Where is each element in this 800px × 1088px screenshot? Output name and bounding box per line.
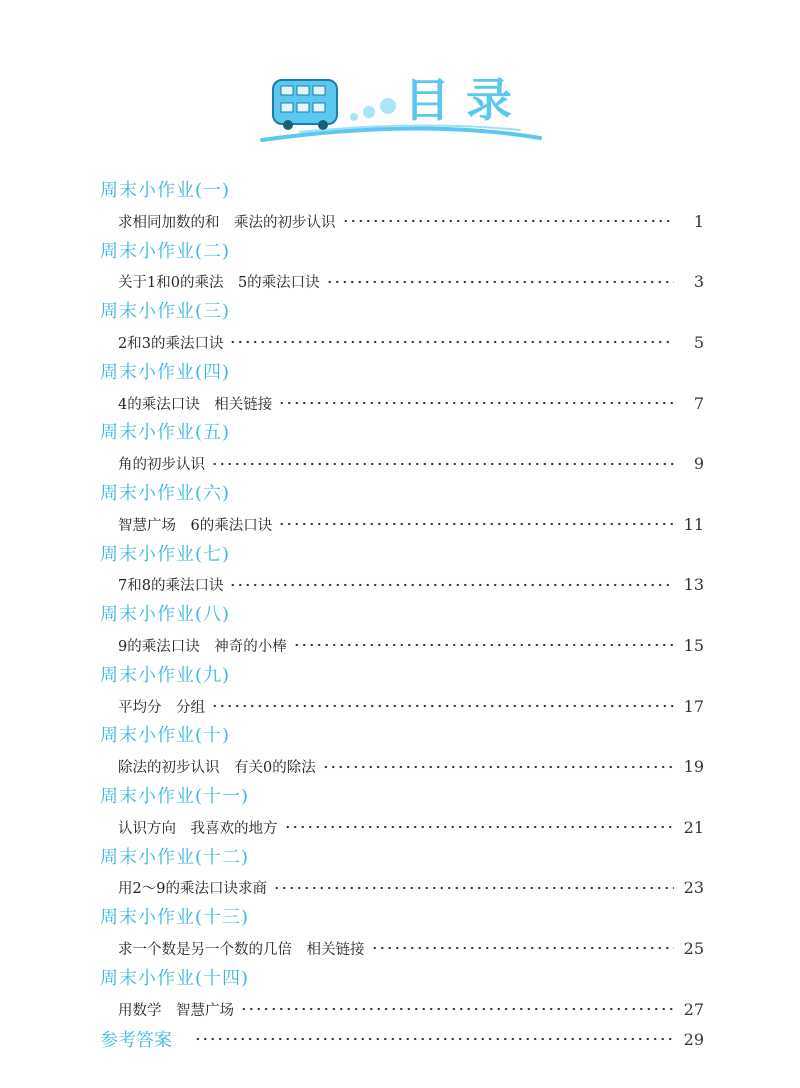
dot-leader xyxy=(284,820,675,834)
dot-leader xyxy=(229,578,674,592)
section-title[interactable]: 周末小作业(十二) xyxy=(100,846,250,868)
section-title[interactable]: 周末小作业(一) xyxy=(100,180,231,201)
dot-leader xyxy=(194,1032,674,1046)
dot-leader xyxy=(278,396,674,410)
page-number: 5 xyxy=(693,332,704,352)
toc-entry[interactable] xyxy=(100,206,704,237)
toc-entry[interactable] xyxy=(100,509,704,540)
bubble-icon xyxy=(380,98,396,114)
toc-entry[interactable] xyxy=(100,570,704,601)
page-number: 9 xyxy=(693,454,704,474)
toc-entry[interactable] xyxy=(100,812,704,843)
toc-entry-label: 求一个数是另一个数的几倍 相关链接 xyxy=(118,941,365,958)
toc-entry[interactable] xyxy=(100,994,704,1025)
toc-header xyxy=(0,0,800,160)
section-title[interactable]: 周末小作业(十) xyxy=(100,725,231,747)
dot-leader xyxy=(229,335,674,349)
toc-entry-label: 角的初步认识 xyxy=(118,457,205,474)
section-title[interactable]: 周末小作业(二) xyxy=(100,240,231,262)
page-number: 25 xyxy=(683,938,704,958)
toc-entry-label: 智慧广场 6的乘法口诀 xyxy=(118,517,273,534)
page-number: 15 xyxy=(683,635,704,655)
page-number: 27 xyxy=(683,999,704,1019)
toc-entry[interactable] xyxy=(100,267,704,298)
toc-entry[interactable] xyxy=(100,933,704,964)
section-title[interactable]: 周末小作业(十一) xyxy=(100,785,250,807)
table-of-contents xyxy=(100,176,704,1054)
header-decoration xyxy=(0,0,800,160)
section-title[interactable]: 周末小作业(三) xyxy=(100,301,231,323)
dot-leader xyxy=(293,638,674,652)
toc-entry[interactable] xyxy=(100,388,704,419)
dot-leader xyxy=(211,457,674,471)
section-title[interactable]: 周末小作业(四) xyxy=(100,361,231,383)
page-number: 1 xyxy=(693,211,704,231)
section-title[interactable]: 周末小作业(十四) xyxy=(100,967,250,989)
toc-entry-label: 用2～9的乘法口诀求商 xyxy=(118,881,267,898)
bubble-icon xyxy=(363,106,375,118)
dot-leader xyxy=(371,941,675,955)
double-decker-bus-icon xyxy=(273,80,337,130)
section-title[interactable]: 周末小作业(八) xyxy=(100,604,231,626)
toc-entry[interactable] xyxy=(100,448,704,479)
page-number: 29 xyxy=(683,1029,704,1049)
page-number: 21 xyxy=(683,817,704,837)
bubble-icon xyxy=(350,113,358,121)
section-title[interactable]: 周末小作业(十三) xyxy=(100,907,250,929)
dot-leader xyxy=(273,881,674,895)
page-number: 11 xyxy=(683,514,704,534)
page-number: 3 xyxy=(693,272,704,292)
answers-entry[interactable] xyxy=(100,1024,704,1054)
toc-entry[interactable] xyxy=(100,327,704,358)
toc-entry-label: 平均分 分组 xyxy=(118,699,205,716)
answers-label: 参考答案 xyxy=(100,1030,172,1052)
section-title[interactable]: 周末小作业(七) xyxy=(100,543,231,565)
toc-entry[interactable] xyxy=(100,630,704,661)
page-number: 19 xyxy=(683,757,704,777)
dot-leader xyxy=(211,699,674,713)
section-title[interactable]: 周末小作业(五) xyxy=(100,422,231,444)
toc-entry-label: 除法的初步认识 有关0的除法 xyxy=(118,760,316,777)
page-number: 7 xyxy=(693,393,704,413)
toc-entry-label: 用数学 智慧广场 xyxy=(118,1002,234,1019)
dot-leader xyxy=(322,760,674,774)
section-title[interactable]: 周末小作业(六) xyxy=(100,482,231,504)
page-number: 23 xyxy=(683,878,704,898)
toc-entry-label: 9的乘法口诀 神奇的小棒 xyxy=(118,638,287,655)
toc-entry[interactable] xyxy=(100,751,704,782)
dot-leader xyxy=(342,214,675,228)
toc-entry-label: 认识方向 我喜欢的地方 xyxy=(118,820,278,837)
toc-entry-label: 2和3的乘法口诀 xyxy=(118,335,224,352)
page-title: 目录 xyxy=(404,73,528,127)
dot-leader xyxy=(326,275,674,289)
page-number: 17 xyxy=(683,696,704,716)
dot-leader xyxy=(278,517,674,531)
toc-entry[interactable] xyxy=(100,691,704,722)
toc-entry-label: 4的乘法口诀 相关链接 xyxy=(118,396,273,413)
toc-entry-label: 7和8的乘法口诀 xyxy=(118,578,224,595)
section-title[interactable]: 周末小作业(九) xyxy=(100,664,231,686)
dot-leader xyxy=(240,1002,674,1016)
page-number: 13 xyxy=(683,575,704,595)
toc-entry[interactable] xyxy=(100,873,704,904)
toc-entry-label: 求相同加数的和 乘法的初步认识 xyxy=(118,214,336,231)
toc-entry-label: 关于1和0的乘法 5的乘法口诀 xyxy=(118,275,320,292)
